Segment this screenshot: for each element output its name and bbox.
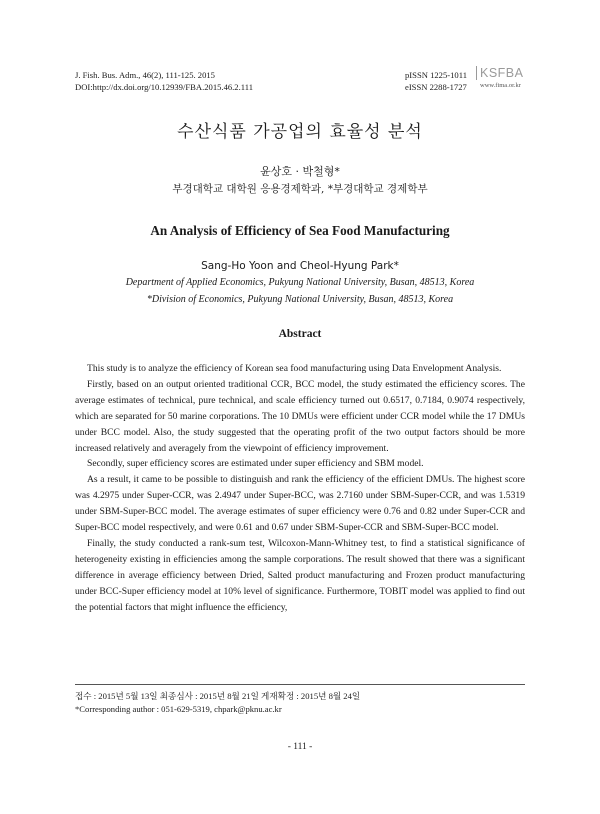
journal-citation: J. Fish. Bus. Adm., 46(2), 111-125. 2015 (75, 70, 215, 80)
english-authors: Sang-Ho Yoon and Cheol-Hyung Park* (201, 260, 399, 272)
ksfba-logo: KSFBA (476, 66, 526, 80)
abstract-paragraph: This study is to analyze the efficiency of Korean sea food manufacturing using Data Envelopment Analysis. (87, 363, 502, 374)
journal-url[interactable]: www.fima.or.kr (480, 82, 521, 89)
abstract-paragraph: Firstly, based on an output oriented traditional CCR, BCC model, the study estimated the efficiency scores. The average estimates of technical, pure technical, and scale efficiency turned out 0.6517, 0.7184, 0.9074 respectively, which are separated for 50 marine corporations. The 10 DMUs were efficient under CCR model while the 17 DMUs under BCC model. Also, the study suggested that the operating profit of the two output factors should be more increased relatively and averagely from the viewpoint of efficiency improvement. (75, 378, 525, 454)
abstract-heading: Abstract (278, 328, 322, 340)
korean-authors: 윤상호 · 박철형* (260, 165, 340, 178)
abstract-paragraph: Secondly, super efficiency scores are estimated under super efficiency and SBM model. (87, 458, 424, 470)
journal-header (75, 69, 253, 93)
page-number: - 111 - (287, 742, 313, 752)
abstract-paragraph: As a result, it came to be possible to distinguish and rank the efficiency of the efficient DMUs. The highest score was 4.2975 under Super-CCR, was 2.4947 under Super-BCC, was 2.7160 under SBM-Super-CCR, and was 1.5319 under SBM-Super-BCC model. The average estimates of super efficiency were 0.76 and 0.82 under Super-CCR and Super-BCC model respectively, and were 0.61 and 0.67 under SBM-Super-CCR and SBM-Super-BCC model. (75, 474, 525, 534)
submission-dates: 접수 : 2015년 5월 13일 최종심사 : 2015년 8월 21일 게재확정 : 2015년 8월 24일 (75, 691, 361, 701)
issn-block (405, 69, 467, 93)
korean-title: 수산식품 가공업의 효율성 분석 (177, 122, 423, 142)
pissn: pISSN 1225-1011 (405, 70, 467, 80)
english-title: An Analysis of Efficiency of Sea Food Manufacturing (150, 223, 450, 238)
abstract-paragraph: Finally, the study conducted a rank-sum test, Wilcoxon-Mann-Whitney test, to find a statistical significance of heterogeneity existing in efficiencies among the sample corporations. The result showed that there was a significant difference in average efficiency between Dried, Salted product manufacturing and Frozen product manufacturing under BCC-Super efficiency model at 10% level of significance. Furthermore, TOBIT model was applied to find out the potential factors that might influence the efficiency, (75, 537, 525, 613)
eissn: eISSN 2288-1727 (405, 82, 467, 92)
korean-affiliation: 부경대학교 대학원 응용경제학과, *부경대학교 경제학부 (172, 183, 428, 195)
english-affiliation-1: Department of Applied Economics, Pukyung National University, Busan, 48513, Korea (125, 277, 475, 288)
doi-link[interactable]: DOI:http://dx.doi.org/10.12939/FBA.2015.46.2.111 (75, 82, 254, 92)
abstract-body (75, 361, 525, 616)
footnote-divider (75, 684, 525, 685)
corresponding-author: *Corresponding author : 051-629-5319, chpark@pknu.ac.kr (75, 703, 282, 714)
english-affiliation-2: *Division of Economics, Pukyung National University, Busan, 48513, Korea (146, 294, 454, 305)
footnote (75, 690, 360, 715)
